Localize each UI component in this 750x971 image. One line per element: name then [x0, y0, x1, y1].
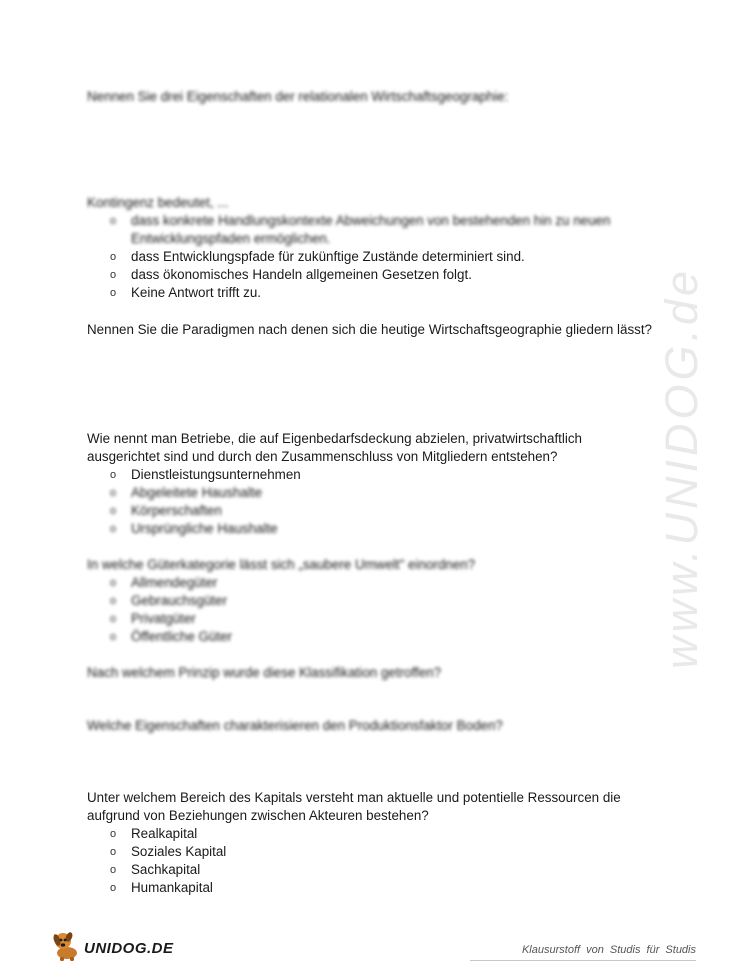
option-item [110, 825, 630, 843]
option-text: dass ökonomisches Handeln allgemeinen Gesetzen folgt. [131, 267, 472, 282]
bullet-icon: o [110, 505, 117, 517]
bullet-icon: o [110, 595, 117, 607]
option-item [110, 574, 630, 592]
option-text: dass konkrete Handlungskontexte Abweichungen von bestehenden hin zu neuen Entwicklungspfaden ermöglichen. [131, 213, 611, 246]
question-5: In welche Güterkategorie lässt sich „saubere Umwelt" einordnen? [87, 557, 476, 572]
bullet-icon: o [110, 846, 117, 858]
question-4-options [110, 466, 630, 538]
option-text: Allmendegüter [131, 575, 218, 590]
option-text: Dienstleistungsunternehmen [131, 467, 301, 482]
bullet-icon: o [110, 251, 117, 263]
question-1: Nennen Sie drei Eigenschaften der relationalen Wirtschaftsgeographie: [87, 89, 509, 104]
question-5-options [110, 574, 630, 646]
question-2-options [110, 212, 630, 302]
option-item [110, 879, 630, 897]
question-3: Nennen Sie die Paradigmen nach denen sich die heutige Wirtschaftsgeographie gliedern lässt? [87, 322, 652, 337]
option-item [110, 502, 630, 520]
option-text: Soziales Kapital [131, 844, 227, 859]
option-text: Öffentliche Güter [131, 629, 232, 644]
question-7: Welche Eigenschaften charakterisieren den Produktionsfaktor Boden? [87, 718, 503, 733]
option-item [110, 520, 630, 538]
question-8: Unter welchem Bereich des Kapitals versteht man aktuelle und potentielle Ressourcen die aufgrund von Beziehungen zwischen Akteuren bestehen? [87, 790, 621, 823]
question-8-options [110, 825, 630, 897]
option-item [110, 466, 630, 484]
option-item [110, 484, 630, 502]
footer-divider [470, 960, 696, 961]
bullet-icon: o [110, 287, 117, 299]
footer-tagline: Klausurstoff von Studis für Studis [521, 944, 696, 956]
option-text: Sachkapital [131, 862, 201, 877]
watermark-text: www.UNIDOG.de [656, 266, 707, 670]
bullet-icon: o [110, 882, 117, 894]
option-item [110, 861, 630, 879]
option-text: dass Entwicklungspfade für zukünftige Zustände determiniert sind. [131, 249, 525, 264]
option-item [110, 284, 630, 302]
question-6: Nach welchem Prinzip wurde diese Klassifikation getroffen? [87, 665, 442, 680]
option-text: Privatgüter [131, 611, 196, 626]
option-item [110, 212, 630, 248]
dog-mascot-icon [52, 928, 86, 962]
option-item [110, 248, 630, 266]
bullet-icon: o [110, 215, 117, 227]
logo-text: UNIDOG.DE [84, 940, 174, 957]
bullet-icon: o [110, 631, 117, 643]
bullet-icon: o [110, 864, 117, 876]
bullet-icon: o [110, 487, 117, 499]
unidog-logo [52, 928, 182, 962]
bullet-icon: o [110, 269, 117, 281]
option-text: Keine Antwort trifft zu. [131, 285, 262, 300]
option-item [110, 592, 630, 610]
bullet-icon: o [110, 613, 117, 625]
option-item [110, 843, 630, 861]
bullet-icon: o [110, 523, 117, 535]
option-text: Ursprüngliche Haushalte [131, 521, 278, 536]
option-item [110, 628, 630, 646]
bullet-icon: o [110, 828, 117, 840]
option-text: Abgeleitete Haushalte [131, 485, 263, 500]
question-2: Kontingenz bedeutet, ... [87, 195, 229, 210]
option-item [110, 266, 630, 284]
bullet-icon: o [110, 577, 117, 589]
bullet-icon: o [110, 469, 117, 481]
option-text: Gebrauchsgüter [131, 593, 228, 608]
option-item [110, 610, 630, 628]
option-text: Körperschaften [131, 503, 222, 518]
question-4: Wie nennt man Betriebe, die auf Eigenbedarfsdeckung abzielen, privatwirtschaftlich ausgerichtet sind und durch den Zusammenschluss von Mitgliedern entstehen? [87, 431, 582, 464]
option-text: Humankapital [131, 880, 213, 895]
option-text: Realkapital [131, 826, 198, 841]
